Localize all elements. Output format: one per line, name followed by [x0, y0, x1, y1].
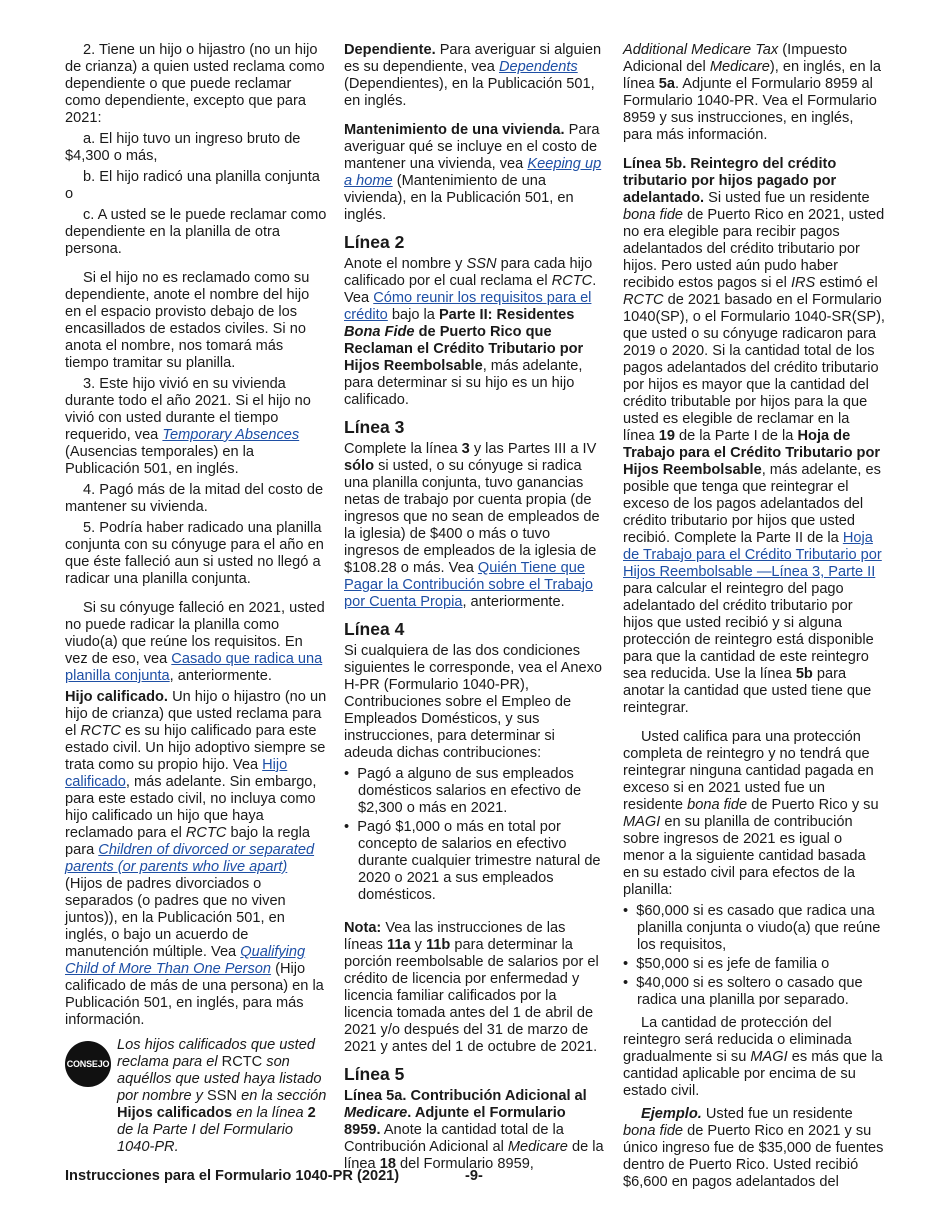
link-hijo-calificado[interactable]: Hijo calificado [65, 757, 288, 790]
list-item-2: 2. Tiene un hijo o hijastro (no un hijo de crianza) a quien usted reclama como dependiente o que puede reclamar como dependiente, excepto que para 2021: [65, 42, 325, 126]
column-2 [344, 42, 606, 1177]
link-como-reunir-requisitos[interactable]: Cómo reunir los requisitos para el crédito [344, 290, 592, 323]
paragraph-linea-3: Complete la línea 3 y las Partes III a IV sólo si usted, o su cónyuge si radica una planilla conjunta, tuvo ganancias netas de trabajo por cuenta propia (de ingresos que no sean de empleados de la iglesia) de $400 o más o tuvo ingresos de empleados de la iglesia de $108.28 o más. Vea Quién Tiene que Pagar la Contribución sobre el Trabajo por Cuenta Propia, anteriormente. [344, 441, 600, 610]
heading-hijo-calificado: Hijo calificado. [65, 689, 168, 705]
paragraph-linea-2: Anote el nombre y SSN para cada hijo calificado por el cual reclama el RCTC. Vea Cómo reunir los requisitos para el crédito bajo la Parte II: Residentes Bona Fide de Puerto Rico que Reclaman el Crédito Tributario por Hijos Reembolsable, más adelante, para determinar si su hijo es un hijo calificado. [344, 256, 597, 408]
list-item-2a: a. El hijo tuvo un ingreso bruto de $4,300 o más, [65, 131, 301, 164]
paragraph-linea-4: Si cualquiera de las dos condiciones siguientes le corresponde, vea el Anexo H-PR (Formulario 1040-PR), Contribuciones sobre el Empleo de Empleados Domésticos, y sus instrucciones, para determinar si adeuda dichas contribuciones: [344, 643, 602, 761]
column-3 [623, 42, 885, 1195]
paragraph-nota: Nota: Vea las instrucciones de las líneas 11a y 11b para determinar la porción reembolsable de salarios por el crédito de licencia por enfermedad y licencia familiar calificados por la licencia tomada antes del 1 de abril de 2021 y/o después del 31 de marzo de 2021 y antes del 1 de octubre de 2021. [344, 920, 599, 1055]
list-item-2b: b. El hijo radicó una planilla conjunta o [65, 169, 320, 202]
consejo-icon: CONSEJO [65, 1041, 111, 1087]
list-item-3: 3. Este hijo vivió en su vivienda durante todo el año 2021. Si el hijo no vivió con usted durante el tiempo requerido, vea Temporary Absences (Ausencias temporales) en la Publicación 501, en inglés. [65, 376, 311, 477]
paragraph-mantenimiento: Mantenimiento de una vivienda. Para averiguar qué se incluye en el costo de mantener una vivienda, vea Keeping up a home (Mantenimiento de una vivienda), en la Publicación 501, en inglés. [344, 122, 602, 223]
paragraph-ejemplo: Ejemplo. Usted fue un residente bona fide de Puerto Rico en 2021 y su único ingreso fue de $35,000 de fuentes dentro de Puerto Rico. Usted recibió $6,600 en pagos adelantados del [623, 1106, 884, 1190]
link-dependents[interactable]: Dependents [498, 59, 578, 75]
paragraph-dependiente: Dependiente. Para averiguar si alguien es su dependiente, vea Dependents (Dependientes), en la Publicación 501, en inglés. [344, 42, 602, 109]
link-keeping-up-home[interactable]: Keeping up a home [344, 156, 602, 189]
paragraph-proteccion: Usted califica para una protección completa de reintegro y no tendrá que reintegrar ninguna cantidad pagada en exceso si en 2021 usted fue un residente bona fide de Puerto Rico y su MAGI en su planilla de contribución sobre ingresos de 2021 es igual o menor a la siguiente cantidad basada en su estado civil para efectos de la planilla: [623, 729, 879, 898]
tip-box: CONSEJO Los hijos calificados que usted reclama para el RCTC son aquéllos que usted haya listado por nombre y SSN en la sección Hijos calificados en la línea 2 de la Parte I del Formulario 1040-PR. [66, 1037, 327, 1155]
heading-linea-2: Línea 2 [344, 232, 405, 252]
heading-linea-5b: Línea 5b. Reintegro del crédito tributario por hijos pagado por adelantado. [623, 156, 837, 206]
paragraph-linea-5a: Línea 5a. Contribución Adicional al Medicare. Adjunte el Formulario 8959. Anote la cantidad total de la Contribución Adicional al Medicare de la línea 18 del Formulario 8959, [344, 1088, 604, 1172]
paragraph-linea-5b: Línea 5b. Reintegro del crédito tributario por hijos pagado por adelantado. Si usted fue un residente bona fide de Puerto Rico en 2021, usted no era elegible para recibir pagos adelantados del crédito tributario por hijos. Pero usted aún pudo haber recibido estos pagos si el IRS estimó el RCTC de 2021 basado en el Formulario 1040(SP), o el Formulario 1040-SR(SP), que usted o su cónyuge radicaron para 2019 o 2020. Si la cantidad total de los pagos adelantados del crédito tributario por hijos es mayor que la cantidad del crédito tributable por hijos para la que usted es elegible de reclamar en la línea 19 de la Parte I de la Hoja de Trabajo para el Crédito Tributario por Hijos Reembolsable, más adelante, es posible que tenga que reintegrar el exceso de los pagos adelantados del crédito tributario por hijos que usted recibió. Complete la Parte II de la Hoja de Trabajo para el Crédito Tributario por Hijos Reembolsable —Línea 3, Parte II para calcular el reintegro del pago adelantado del crédito tributario por hijos que usted recibió y si alguna protección de reintegro está disponible para que la cantidad de este reintegro sea reducida. Use la línea 5b para anotar la cantidad que usted tiene que reintegrar. [623, 156, 885, 716]
heading-linea-3: Línea 3 [344, 417, 405, 437]
link-children-divorced[interactable]: Children of divorced or separated parents (or parents who live apart) [65, 842, 315, 875]
list-item-2c: c. A usted se le puede reclamar como dependiente en la planilla de otra persona. [65, 207, 327, 257]
bullet-item: • Pagó $1,000 o más en total por concepto de salarios en efectivo durante cualquier trimestre natural de 2020 o 2021 a sus empleados domésticos. [344, 819, 601, 903]
paragraph-spouse-died: Si su cónyuge falleció en 2021, usted no puede radicar la planilla como viudo(a) que reúne los requisitos. En vez de eso, vea Casado que radica una planilla conjunta, anteriormente. [65, 600, 325, 684]
page-footer [65, 1168, 885, 1184]
list-item-5: 5. Podría haber radicado una planilla conjunta con su cónyuge para el año en que éste falleció aun si usted no llegó a radicar una planilla conjunta. [65, 520, 324, 587]
link-casado-planilla-conjunta[interactable]: Casado que radica una planilla conjunta [65, 651, 323, 684]
paragraph-reduccion: La cantidad de protección del reintegro será reducida o eliminada gradualmente si su MAGI es más que la cantidad aplicable por encima de su estado civil. [623, 1015, 883, 1099]
bullet-item: • $50,000 si es jefe de familia o [623, 956, 830, 972]
link-temporary-absences[interactable]: Temporary Absences [162, 427, 300, 443]
list-item-4: 4. Pagó más de la mitad del costo de mantener su vivienda. [65, 482, 324, 515]
heading-linea-5: Línea 5 [344, 1064, 405, 1084]
footer-title: Instrucciones para el Formulario 1040-PR (2021) [65, 1168, 400, 1184]
page-number: -9- [465, 1168, 483, 1184]
link-hoja-de-trabajo[interactable]: Hoja de Trabajo para el Crédito Tributario por Hijos Reembolsable —Línea 3, Parte II [623, 530, 882, 580]
bullet-item: • $60,000 si es casado que radica una planilla conjunta o viudo(a) que reúne los requisitos, [623, 903, 881, 953]
link-quien-tiene-que-pagar[interactable]: Quién Tiene que Pagar la Contribución sobre el Trabajo por Cuenta Propia [344, 560, 594, 610]
paragraph-not-claimed: Si el hijo no es reclamado como su dependiente, anote el nombre del hijo en el espacio provisto debajo de los encasillados de estados civiles. Si no anota el nombre, nos tomará más tiempo tramitar su planilla. [65, 270, 310, 371]
heading-linea-4: Línea 4 [344, 619, 405, 639]
link-qualifying-child[interactable]: Qualifying Child of More Than One Person [65, 944, 306, 977]
paragraph-linea-5a-cont: Additional Medicare Tax (Impuesto Adicional del Medicare), en inglés, en la línea 5a. Adjunte el Formulario 8959 al Formulario 1040-PR. Vea el Formulario 8959 y sus instrucciones, en inglés, para más información. [623, 42, 882, 143]
bullet-item: • Pagó a alguno de sus empleados domésticos salarios en efectivo de $2,300 o más en 2021. [344, 766, 582, 816]
bullet-item: • $40,000 si es soltero o casado que radica una planilla por separado. [623, 975, 863, 1008]
column-1 [65, 42, 327, 1156]
paragraph-hijo-calificado: Hijo calificado. Un hijo o hijastro (no un hijo de crianza) que usted reclama para el RCTC es su hijo calificado para este estado civil. Un hijo adoptivo siempre se trata como su propio hijo. Vea Hijo calificado, más adelante. Sin embargo, para este estado civil, no incluya como hijo calificado un hijo que haya reclamado para el RCTC bajo la regla para Children of divorced or separated parents (or parents who live apart) (Hijos de padres divorciados o separados (o padres que no viven juntos)), en la Publicación 501, en inglés, o bajo un acuerdo de manutención múltiple. Vea Qualifying Child of More Than One Person (Hijo calificado de más de una persona) en la Publicación 501, en inglés, para más información. [65, 689, 327, 1028]
